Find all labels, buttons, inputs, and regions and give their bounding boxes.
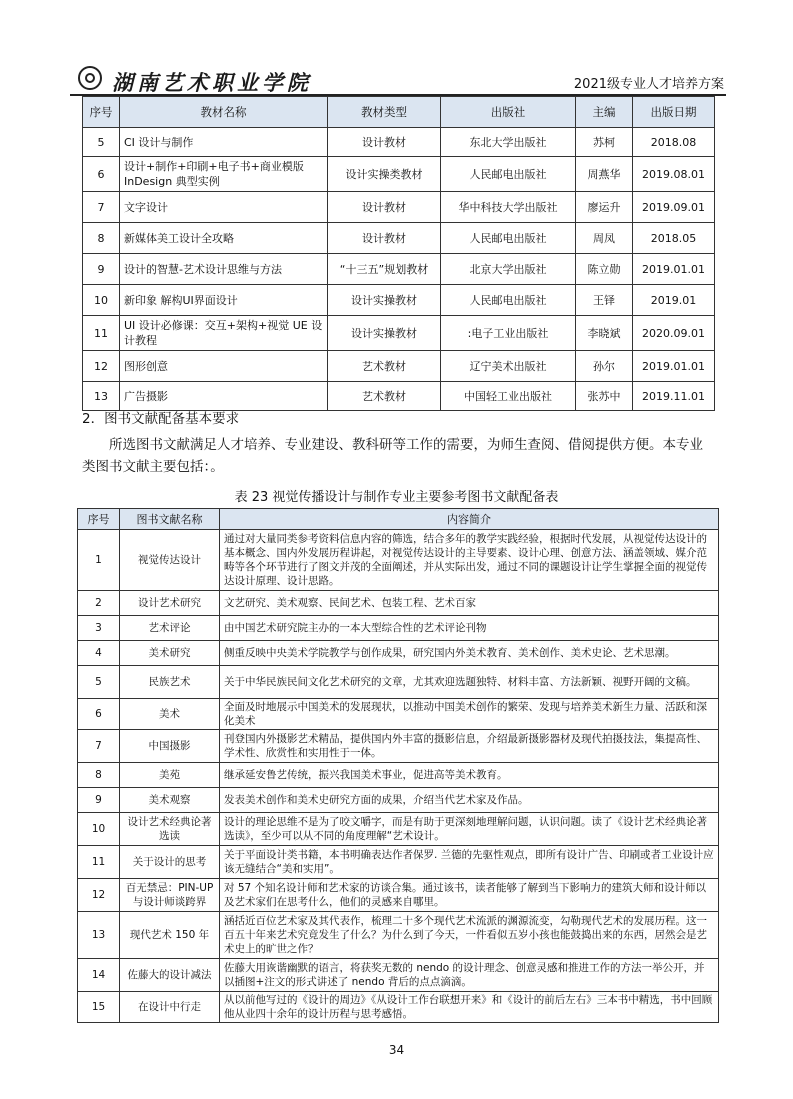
table-cell: 设计的理论思维不是为了咬文嚼字，而是有助于更深刻地理解问题，认识问题。读了《设计艺术经典论著选读》，至少可以从不同的角度理解“艺术设计。 [220,813,719,846]
table-cell: 9 [78,788,120,813]
table-cell: 7 [78,730,120,763]
table-cell: 2019.01.01 [633,254,715,285]
table-row [78,591,719,616]
table-cell: 1 [78,530,120,591]
table-cell: 李晓斌 [576,316,633,351]
table-row [78,699,719,730]
table-row [78,530,719,591]
table-cell: 陈立勋 [576,254,633,285]
table-row [83,351,715,382]
table-cell: 10 [78,813,120,846]
table-cell: 苏柯 [576,128,633,157]
table-cell: 11 [78,846,120,879]
table-row [83,254,715,285]
table-cell: 11 [83,316,120,351]
table-cell: UI 设计必修课：交互+架构+视觉 UE 设计教程 [120,316,328,351]
table-cell: 2020.09.01 [633,316,715,351]
table-cell: 设计实操教材 [328,285,441,316]
table-cell: 设计教材 [328,223,441,254]
table-cell: 周燕华 [576,157,633,192]
table-row [83,316,715,351]
table-cell: 孙尔 [576,351,633,382]
table-cell: 12 [83,351,120,382]
table-cell: 2018.05 [633,223,715,254]
table-row [78,788,719,813]
table-row [78,846,719,879]
reference-table-header [78,509,719,530]
table-cell: 民族艺术 [120,666,220,699]
table-row [78,666,719,699]
table-cell: 广告摄影 [120,382,328,411]
table-cell: 5 [78,666,120,699]
table-row [83,157,715,192]
table-cell: :电子工业出版社 [441,316,576,351]
table-cell: 周凤 [576,223,633,254]
table-cell: 现代艺术 150 年 [120,912,220,959]
textbook-col-header: 教材名称 [120,97,328,128]
table-cell: 14 [78,959,120,992]
table-cell: 设计实操教材 [328,316,441,351]
table-cell: 3 [78,616,120,641]
table-cell: 设计艺术研究 [120,591,220,616]
table-cell: 文艺研究、美术观察、民间艺术、包装工程、艺术百家 [220,591,719,616]
table-cell: 5 [83,128,120,157]
table-cell: CI 设计与制作 [120,128,328,157]
table-cell: 2 [78,591,120,616]
table-cell: 中国摄影 [120,730,220,763]
table-cell: 对 57 个知名设计师和艺术家的访谈合集。通过该书，读者能够了解到当下影响力的建筑大师和设计师以及艺术家们在思考什么，他们的灵感来自哪里。 [220,879,719,912]
table-cell: 设计+制作+印刷+电子书+商业模版 InDesign 典型实例 [120,157,328,192]
table-row [83,192,715,223]
table-cell: 新媒体美工设计全攻略 [120,223,328,254]
table-cell: 2019.09.01 [633,192,715,223]
table-cell: 6 [83,157,120,192]
textbook-col-header: 出版日期 [633,97,715,128]
table-cell: 设计实操类教材 [328,157,441,192]
table-cell: 6 [78,699,120,730]
reference-books-table [77,508,719,1023]
table-cell: 美术观察 [120,788,220,813]
table-cell: 4 [78,641,120,666]
table-cell: 美术研究 [120,641,220,666]
page-header [70,64,726,96]
table-row [78,763,719,788]
school-logo-icon [78,66,102,90]
table-cell: 设计教材 [328,128,441,157]
reference-col-header: 图书文献名称 [120,509,220,530]
table-row [78,959,719,992]
table-row [83,223,715,254]
table-cell: 图形创意 [120,351,328,382]
table-cell: 人民邮电出版社 [441,285,576,316]
table-cell: 发表美术创作和美术史研究方面的成果，介绍当代艺术家及作品。 [220,788,719,813]
table-cell: 由中国艺术研究院主办的一本大型综合性的艺术评论刊物 [220,616,719,641]
textbook-table [82,96,715,411]
table2-caption: 表 23 视觉传播设计与制作专业主要参考图书文献配备表 [234,490,559,505]
table-cell: 人民邮电出版社 [441,157,576,192]
table-cell: 8 [83,223,120,254]
table-cell: 侧重反映中央美术学院教学与创作成果，研究国内外美术教育、美术创作、美术史论、艺术思潮。 [220,641,719,666]
table-cell: 设计艺术经典论著选读 [120,813,220,846]
textbook-col-header: 序号 [83,97,120,128]
table-cell: 在设计中行走 [120,992,220,1023]
textbook-col-header: 教材类型 [328,97,441,128]
table-cell: “十三五”规划教材 [328,254,441,285]
table-cell: 张苏中 [576,382,633,411]
table-cell: 2018.08 [633,128,715,157]
table-cell: 13 [83,382,120,411]
table-row [78,992,719,1023]
table-cell: 美苑 [120,763,220,788]
plan-title: 2021级专业人才培养方案 [573,77,724,92]
table-cell: 2019.08.01 [633,157,715,192]
table-row [78,879,719,912]
requirements-paragraph: 所选图书文献满足人才培养、专业建设、教科研等工作的需要，为师生查阅、借阅提供方便。本专业类图书文献主要包括：。 [82,437,703,475]
table-cell: 视觉传达设计 [120,530,220,591]
table-row [83,382,715,411]
reference-col-header: 序号 [78,509,120,530]
table-cell: 艺术教材 [328,351,441,382]
table-cell: 中国轻工业出版社 [441,382,576,411]
section-heading: 2．图书文献配备基本要求 [82,411,240,427]
textbook-col-header: 出版社 [441,97,576,128]
table-cell: 关于中华民族民间文化艺术研究的文章，尤其欢迎选题独特、材料丰富、方法新颖、视野开阔的文稿。 [220,666,719,699]
page-number: 34 [388,1043,405,1057]
table-cell: 设计教材 [328,192,441,223]
table-cell: 文字设计 [120,192,328,223]
table-cell: 2019.01.01 [633,351,715,382]
table-cell: 新印象 解构UI界面设计 [120,285,328,316]
textbook-table-header [83,97,715,128]
table-cell: 人民邮电出版社 [441,223,576,254]
table-cell: 佐藤大用诙谐幽默的语言，将获奖无数的 nendo 的设计理念、创意灵感和推进工作的方法一举公开，并以插图+注文的形式讲述了 nendo 背后的点点滴滴。 [220,959,719,992]
table-row [78,641,719,666]
table-cell: 设计的智慧-艺术设计思维与方法 [120,254,328,285]
table-cell: 7 [83,192,120,223]
table-cell: 美术 [120,699,220,730]
table-cell: 廖运升 [576,192,633,223]
table-row [78,813,719,846]
table-row [78,730,719,763]
table-row [78,616,719,641]
table-cell: 12 [78,879,120,912]
school-name: 湖南艺术职业学院 [112,70,312,95]
table-row [83,128,715,157]
table-cell: 8 [78,763,120,788]
table-cell: 佐藤大的设计减法 [120,959,220,992]
table-cell: 艺术教材 [328,382,441,411]
table-cell: 2019.11.01 [633,382,715,411]
table-cell: 华中科技大学出版社 [441,192,576,223]
table-cell: 全面及时地展示中国美术的发展现状，以推动中国美术创作的繁荣、发现与培养美术新生力量、活跃和深化美术 [220,699,719,730]
table-cell: 13 [78,912,120,959]
table-cell: 百无禁忌：PIN-UP与设计师谈跨界 [120,879,220,912]
table-cell: 王铎 [576,285,633,316]
table-cell: 2019.01 [633,285,715,316]
table-cell: 北京大学出版社 [441,254,576,285]
table-cell: 刊登国内外摄影艺术精品，提供国内外丰富的摄影信息，介绍最新摄影器材及现代拍摄技法，集提高性、学术性、欣赏性和实用性于一体。 [220,730,719,763]
table-row [83,285,715,316]
table-cell: 艺术评论 [120,616,220,641]
table-cell: 涵括近百位艺术家及其代表作，梳理二十多个现代艺术流派的渊源流变，勾勒现代艺术的发展历程。这一百五十年来艺术究竟发生了什么？为什么到了今天，一件看似五岁小孩也能鼓捣出来的东西，居然会是艺术史上的旷世之作？ [220,912,719,959]
table-cell: 东北大学出版社 [441,128,576,157]
table-cell: 10 [83,285,120,316]
table-cell: 通过对大量同类参考资料信息内容的筛选，结合多年的教学实践经验，根据时代发展，从视觉传达设计的基本概念、国内外发展历程讲起，对视觉传达设计的主导要素、设计心理、创意方法、涵盖领域、媒介范畴等各个环节进行了图文并茂的全面阐述，并从实际出发，通过不同的课题设计让学生掌握全面的视觉传达设计原理、设计思路。 [220,530,719,591]
table-cell: 15 [78,992,120,1023]
table-cell: 从以前他写过的《设计的周边》《从设计工作台联想开来》和《设计的前后左右》三本书中精选，书中回顾他从业四十余年的设计历程与思考感悟。 [220,992,719,1023]
table-row [78,912,719,959]
table-cell: 继承延安鲁艺传统，振兴我国美术事业，促进高等美术教育。 [220,763,719,788]
table-cell: 辽宁美术出版社 [441,351,576,382]
table-cell: 关于平面设计类书籍，本书明确表达作者保罗. 兰德的先驱性观点，即所有设计广告、印刷或者工业设计应该无缝结合“美和实用”。 [220,846,719,879]
reference-col-header: 内容简介 [220,509,719,530]
table-cell: 9 [83,254,120,285]
textbook-col-header: 主编 [576,97,633,128]
table-cell: 关于设计的思考 [120,846,220,879]
